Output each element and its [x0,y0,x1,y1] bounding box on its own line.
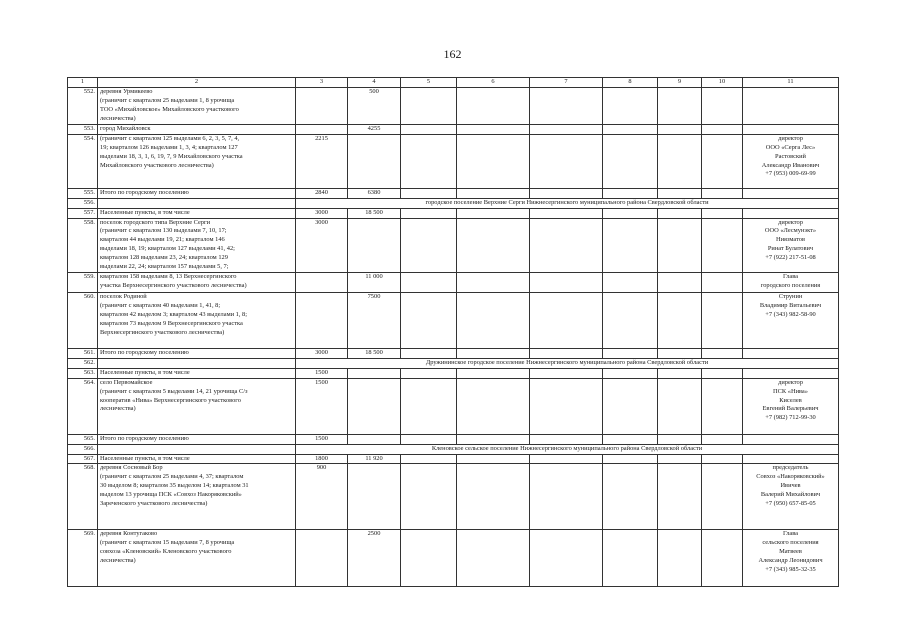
empty-cell [603,378,658,434]
table-row [68,368,839,378]
empty-cell [702,134,743,188]
empty-cell [457,434,530,444]
empty-cell [658,124,702,134]
table-row [68,464,839,530]
column-number-cell: 5 [401,78,457,88]
empty-cell [530,530,603,587]
empty-cell [401,368,457,378]
register-table [67,77,839,587]
empty-cell [530,368,603,378]
empty-cell [702,368,743,378]
empty-cell [530,134,603,188]
area-cell: 2840 [296,188,348,198]
column-number-cell: 2 [98,78,296,88]
table-row [68,272,839,292]
area-cell: 1500 [296,378,348,434]
contact-cell: Глава сельского поселения Матвеев Александр Леонидович +7 (343) 985-32-35 [743,530,839,587]
empty-cell [702,218,743,272]
empty-cell [457,368,530,378]
table-row [68,378,839,434]
empty-cell [658,272,702,292]
contact-cell: директор ООО «Лесмунэкт» Ниязматов Ринат Булатович +7 (922) 217-51-08 [743,218,839,272]
empty-cell [401,292,457,348]
page-number: 162 [443,47,462,61]
table-row [68,218,839,272]
empty-cell [401,348,457,358]
empty-cell [702,454,743,464]
name-cell: деревня Контугаково (граничит с кварталом 15 выделами 7, 8 урочища совхоза «Кленовский» Кленовского участкового лесничества) [98,530,296,587]
length-cell [348,378,401,434]
empty-cell [702,124,743,134]
empty-cell [530,348,603,358]
column-number-cell: 4 [348,78,401,88]
row-number: 556. [68,198,98,208]
empty-cell [603,87,658,124]
area-cell [296,530,348,587]
length-cell [348,464,401,530]
table-row [68,292,839,348]
name-cell: Населенные пункты, в том числе [98,368,296,378]
name-cell: деревня Урмикеево (граничит с кварталом 25 выделами 1, 8 урочища ТОО «Михайловское» Михайловского участкового лесничества) [98,87,296,124]
length-cell: 18 500 [348,208,401,218]
area-cell: 3000 [296,218,348,272]
table-row [68,188,839,198]
empty-cell [401,124,457,134]
section-heading: городское поселение Верхние Серги Нижнесергинского муниципального района Свердловской области [296,198,839,208]
contact-cell [743,454,839,464]
empty-cell [530,292,603,348]
empty-cell [658,134,702,188]
empty-cell [457,87,530,124]
row-number: 553. [68,124,98,134]
name-cell: Населенные пункты, в том числе [98,208,296,218]
row-number: 569. [68,530,98,587]
column-number-cell: 11 [743,78,839,88]
contact-cell [743,124,839,134]
contact-cell [743,348,839,358]
table-row [68,454,839,464]
row-number: 552. [68,87,98,124]
empty-cell [530,208,603,218]
empty-cell [702,188,743,198]
column-number-cell: 1 [68,78,98,88]
table-row [68,87,839,124]
empty-cell [603,454,658,464]
empty-cell [702,348,743,358]
empty-cell [658,188,702,198]
table-row [68,134,839,188]
column-number-cell: 6 [457,78,530,88]
empty-cell [603,134,658,188]
empty-cell [603,188,658,198]
column-number-cell: 10 [702,78,743,88]
empty-cell [702,87,743,124]
length-cell: 7500 [348,292,401,348]
name-cell: (граничит с кварталом 125 выделами 6, 2, 3, 5, 7, 4, 19; кварталом 126 выделами 1, 3, 4; кварталом 127 выделами 18, 3, 1, 6, 19, 7, 9 Михайловского участка Михайловского участкового лесничества) [98,134,296,188]
length-cell: 500 [348,87,401,124]
name-cell: Итого по городскому поселению [98,434,296,444]
contact-cell [743,188,839,198]
empty-cell [530,218,603,272]
contact-cell: директор ПСК «Нива» Киселев Евгений Валерьевич +7 (982) 712-99-30 [743,378,839,434]
table-row [68,208,839,218]
name-cell: деревня Сосновый Бор (граничит с кварталом 25 выделами 4, 37; кварталом 30 выделом 8; кварталом 35 выделом 14; кварталом 31 выделом 13 урочища ПСК «Совхоз Накоряковский» Зареченского участкового лесничества) [98,464,296,530]
empty-cell [457,134,530,188]
contact-cell: Глава городского поселения [743,272,839,292]
table-row [68,434,839,444]
table-row [68,348,839,358]
empty-cell [457,124,530,134]
section-heading-row [68,198,839,208]
area-cell [296,124,348,134]
empty-cell [702,208,743,218]
contact-cell [743,434,839,444]
empty-cell [457,292,530,348]
row-number: 565. [68,434,98,444]
empty-cell [603,434,658,444]
area-cell: 2215 [296,134,348,188]
empty-cell [530,464,603,530]
empty-cell [530,188,603,198]
empty-cell [457,218,530,272]
row-number: 561. [68,348,98,358]
row-number: 566. [68,444,98,454]
empty-cell [401,218,457,272]
row-number: 557. [68,208,98,218]
area-cell [296,292,348,348]
empty-cell [658,454,702,464]
empty-cell [603,292,658,348]
empty-cell [603,464,658,530]
name-cell: Итого по городскому поселению [98,348,296,358]
empty-cell [658,434,702,444]
empty-cell [702,378,743,434]
empty-cell [401,434,457,444]
contact-cell: директор ООО «Серга Лес» Растовский Александр Иванович +7 (953) 009-69-99 [743,134,839,188]
empty-cell [401,208,457,218]
empty-cell [530,434,603,444]
empty-cell [457,378,530,434]
length-cell: 6380 [348,188,401,198]
empty-cell [401,87,457,124]
empty-cell [401,454,457,464]
empty-cell [603,218,658,272]
section-heading: Кленовское сельское поселение Нижнесергинского муниципального района Свердловской области [296,444,839,454]
name-cell: город Михайловск [98,124,296,134]
section-heading: Дружининское городское поселение Нижнесергинского муниципального района Свердловской области [296,358,839,368]
area-cell [296,87,348,124]
row-number: 563. [68,368,98,378]
contact-cell [743,368,839,378]
empty-cell [702,272,743,292]
column-number-cell: 9 [658,78,702,88]
empty-cell [702,434,743,444]
empty-cell [658,368,702,378]
empty-cell [530,454,603,464]
name-cell: село Первомайское (граничит с кварталом 5 выделами 14, 21 урочища С/з кооператив «Нива» Верхнесергинского участкового лесничества) [98,378,296,434]
empty-cell [658,348,702,358]
name-cell: Населенные пункты, в том числе [98,454,296,464]
length-cell: 4255 [348,124,401,134]
empty-cell [702,292,743,348]
empty-cell [603,530,658,587]
empty-cell [401,272,457,292]
row-number: 559. [68,272,98,292]
empty-cell [530,272,603,292]
name-cell: поселок городского типа Верхние Серги (граничит с кварталом 130 выделами 7, 10, 17; кварталом 44 выделами 19, 21; кварталом 146 выделами 18, 19; кварталом 127 выделами 41, 42; кварталом 128 выделами 23, 24; кварталом 129 выделами 22, 24; кварталом 157 выделами 5, 7; [98,218,296,272]
area-cell: 3000 [296,208,348,218]
row-number: 558. [68,218,98,272]
empty-cell [658,378,702,434]
empty-cell [530,378,603,434]
row-number: 560. [68,292,98,348]
area-cell: 1500 [296,368,348,378]
row-number: 554. [68,134,98,188]
length-cell: 11 000 [348,272,401,292]
empty-cell [457,208,530,218]
empty-cell [658,530,702,587]
empty-cell [658,218,702,272]
column-number-cell: 8 [603,78,658,88]
row-number: 568. [68,464,98,530]
area-cell: 900 [296,464,348,530]
column-number-row [68,78,839,88]
area-cell [296,272,348,292]
empty-cell [658,87,702,124]
name-cell [98,358,296,368]
length-cell [348,434,401,444]
contact-cell: председатель Совхоз «Накоряковский» Ивичев Валерий Михайлович +7 (950) 657-85-05 [743,464,839,530]
name-cell [98,198,296,208]
empty-cell [401,530,457,587]
empty-cell [530,87,603,124]
name-cell: кварталом 158 выделами 8, 13 Верхнесергинского участка Верхнесергинского участкового лесничества) [98,272,296,292]
empty-cell [401,188,457,198]
name-cell: поселок Родиной (граничит с кварталом 40 выделами 1, 41, 8; кварталом 42 выделом 3; кварталом 43 выделами 1, 8; кварталом 73 выделом 9 Верхнесергинского участка Верхнесергинского участкового лесничества) [98,292,296,348]
row-number: 555. [68,188,98,198]
name-cell: Итого по городскому поселению [98,188,296,198]
empty-cell [702,530,743,587]
length-cell: 11 920 [348,454,401,464]
empty-cell [401,464,457,530]
empty-cell [603,348,658,358]
area-cell: 1800 [296,454,348,464]
length-cell [348,368,401,378]
empty-cell [457,454,530,464]
empty-cell [457,348,530,358]
empty-cell [702,464,743,530]
empty-cell [401,134,457,188]
contact-cell [743,87,839,124]
contact-cell [743,208,839,218]
length-cell [348,134,401,188]
empty-cell [530,124,603,134]
row-number: 564. [68,378,98,434]
empty-cell [658,292,702,348]
length-cell: 18 500 [348,348,401,358]
empty-cell [457,188,530,198]
table-row [68,124,839,134]
empty-cell [603,124,658,134]
area-cell: 3000 [296,348,348,358]
length-cell: 2500 [348,530,401,587]
row-number: 567. [68,454,98,464]
empty-cell [603,368,658,378]
empty-cell [658,464,702,530]
empty-cell [658,208,702,218]
contact-cell: Струнин Владимир Витальевич +7 (343) 982-58-90 [743,292,839,348]
area-cell: 1500 [296,434,348,444]
empty-cell [401,378,457,434]
column-number-cell: 7 [530,78,603,88]
table-row [68,530,839,587]
row-number: 562. [68,358,98,368]
empty-cell [457,464,530,530]
empty-cell [603,208,658,218]
empty-cell [457,272,530,292]
empty-cell [457,530,530,587]
name-cell [98,444,296,454]
length-cell [348,218,401,272]
empty-cell [603,272,658,292]
section-heading-row [68,358,839,368]
section-heading-row [68,444,839,454]
column-number-cell: 3 [296,78,348,88]
